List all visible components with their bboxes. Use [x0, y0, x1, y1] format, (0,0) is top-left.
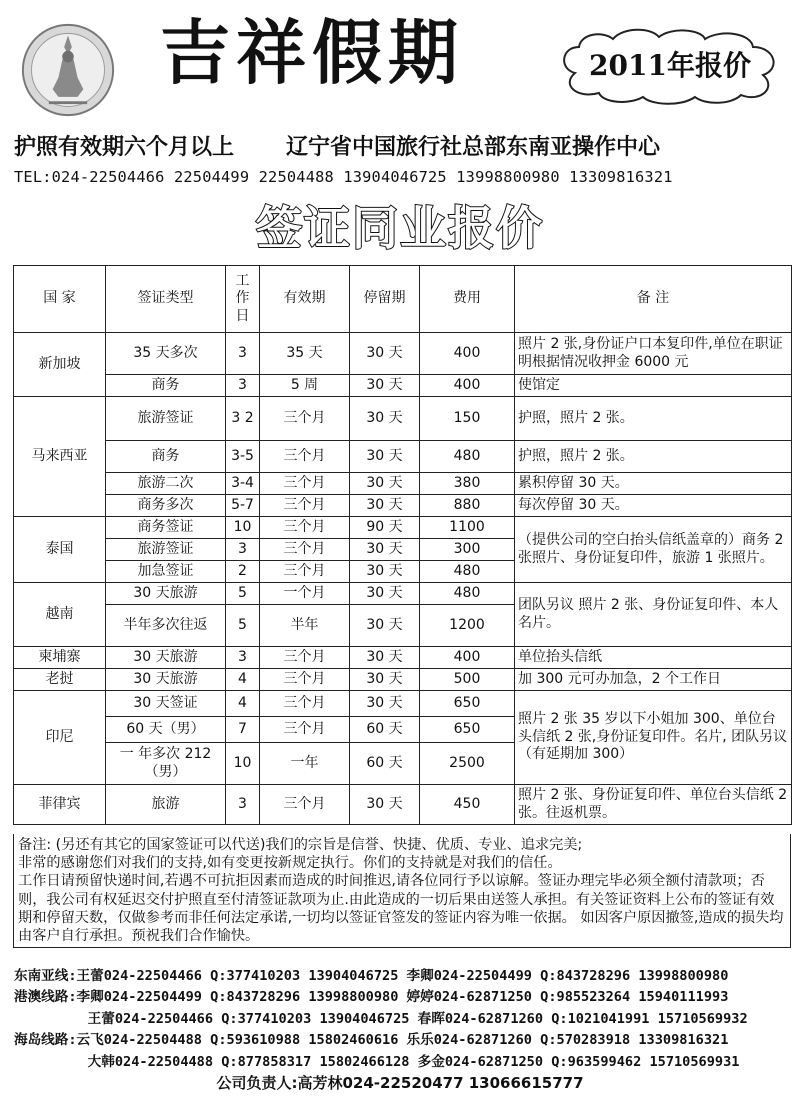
fee-cell: 450 [420, 785, 515, 825]
header-validity: 有效期 [260, 266, 350, 333]
validity-cell: 35 天 [260, 333, 350, 375]
remarks-cell: 护照，照片 2 张。 [515, 441, 792, 473]
contact-list [14, 966, 794, 1073]
stay-cell: 30 天 [350, 473, 420, 495]
visa-type-cell: 旅游签证 [106, 539, 226, 561]
table-row [14, 691, 792, 717]
header-country: 国 家 [14, 266, 106, 333]
workdays-cell: 10 [226, 743, 260, 785]
validity-cell: 三个月 [260, 441, 350, 473]
stay-cell: 30 天 [350, 785, 420, 825]
table-row [14, 495, 792, 517]
stay-cell: 60 天 [350, 743, 420, 785]
fee-cell: 400 [420, 647, 515, 669]
fee-cell: 500 [420, 669, 515, 691]
visa-type-cell: 商务签证 [106, 517, 226, 539]
visa-price-table [13, 265, 792, 825]
table-header-row [14, 266, 792, 333]
country-cell: 越南 [14, 583, 106, 647]
workdays-cell: 3 [226, 647, 260, 669]
contact-row-hk-macau: 港澳线路:李卿024-22504499 Q:843728296 13998800980 婷婷024-62871250 Q:985523264 15940111993 [14, 989, 729, 1006]
visa-type-cell: 加急签证 [106, 561, 226, 583]
workdays-cell: 3 [226, 333, 260, 375]
validity-cell: 三个月 [260, 539, 350, 561]
workdays-cell: 3-5 [226, 441, 260, 473]
year-price-label: 2011年报价 [589, 49, 751, 82]
visa-type-cell: 30 天旅游 [106, 583, 226, 605]
table-row [14, 473, 792, 495]
contact-row-island-2: 大韩024-22504488 Q:877858317 15802466128 多金024-62871250 Q:963599462 15710569931 [14, 1053, 740, 1070]
workdays-cell: 3-4 [226, 473, 260, 495]
validity-cell: 三个月 [260, 717, 350, 743]
buddha-emblem-icon [20, 22, 116, 118]
workdays-cell: 3 [226, 785, 260, 825]
workdays-cell: 2 [226, 561, 260, 583]
header-fee: 费用 [420, 266, 515, 333]
visa-type-cell: 30 天旅游 [106, 669, 226, 691]
validity-cell: 三个月 [260, 495, 350, 517]
stay-cell: 30 天 [350, 605, 420, 647]
header-stay: 停留期 [350, 266, 420, 333]
stay-cell: 30 天 [350, 539, 420, 561]
country-cell: 新加坡 [14, 333, 106, 397]
contact-row-southeast-asia: 东南亚线:王蕾024-22504466 Q:377410203 13904046725 李卿024-22504499 Q:843728296 13998800980 [14, 968, 729, 984]
remarks-cell: 累积停留 30 天。 [515, 473, 792, 495]
fee-cell: 880 [420, 495, 515, 517]
remarks-cell: 照片 2 张,身份证户口本复印件,单位在职证明根据情况收押金 6000 元 [515, 333, 792, 375]
fee-cell: 380 [420, 473, 515, 495]
terms-paragraph: 备注: (另还有其它的国家签证可以代送)我们的宗旨是信誉、快捷、优质、专业、追求完美; [18, 837, 583, 853]
fee-cell: 2500 [420, 743, 515, 785]
terms-paragraph: 非常的感谢您们对我们的支持,如有变更按新规定执行。你们的支持就是对我们的信任。 [18, 855, 562, 872]
workdays-cell: 4 [226, 669, 260, 691]
country-cell: 印尼 [14, 691, 106, 785]
fee-cell: 1100 [420, 517, 515, 539]
stay-cell: 30 天 [350, 669, 420, 691]
remarks-cell: 每次停留 30 天。 [515, 495, 792, 517]
table-row [14, 647, 792, 669]
country-cell: 马来西亚 [14, 397, 106, 517]
validity-cell: 三个月 [260, 785, 350, 825]
stay-cell: 30 天 [350, 397, 420, 441]
validity-cell: 三个月 [260, 517, 350, 539]
table-row [14, 441, 792, 473]
visa-type-cell: 商务多次 [106, 495, 226, 517]
fee-cell: 480 [420, 441, 515, 473]
validity-cell: 三个月 [260, 561, 350, 583]
visa-type-cell: 30 天签证 [106, 691, 226, 717]
fee-cell: 150 [420, 397, 515, 441]
validity-cell: 半年 [260, 605, 350, 647]
page-header [0, 0, 800, 255]
company-name: 辽宁省中国旅行社总部东南亚操作中心 [286, 134, 661, 160]
fee-cell: 650 [420, 717, 515, 743]
remarks-cell: 加 300 元可办加急，2 个工作日 [515, 669, 792, 691]
header-remarks: 备 注 [515, 266, 792, 333]
visa-type-cell: 旅游二次 [106, 473, 226, 495]
validity-cell: 三个月 [260, 473, 350, 495]
workdays-cell: 4 [226, 691, 260, 717]
visa-type-cell: 一 年多次 212（男） [106, 743, 226, 785]
validity-cell: 一个月 [260, 583, 350, 605]
visa-type-cell: 商务 [106, 441, 226, 473]
contact-row-island: 海岛线路:云飞024-22504488 Q:593610988 15802460616 乐乐024-62871260 Q:570283918 13309816321 [14, 1032, 729, 1049]
remarks-cell: 团队另议 照片 2 张、身份证复印件、本人名片。 [515, 583, 792, 647]
table-row [14, 669, 792, 691]
visa-type-cell: 旅游签证 [106, 397, 226, 441]
country-cell: 老挝 [14, 669, 106, 691]
fee-cell: 1200 [420, 605, 515, 647]
stay-cell: 30 天 [350, 561, 420, 583]
passport-validity-note: 护照有效期六个月以上 [14, 134, 235, 160]
fee-cell: 480 [420, 583, 515, 605]
fee-cell: 400 [420, 375, 515, 397]
fee-cell: 480 [420, 561, 515, 583]
validity-cell: 一年 [260, 743, 350, 785]
stay-cell: 30 天 [350, 647, 420, 669]
table-row [14, 397, 792, 441]
visa-type-cell: 商务 [106, 375, 226, 397]
remarks-cell: 照片 2 张 35 岁以下小姐加 300、单位台头信纸 2 张,身份证复印件。名片, 团队另议（有延期加 300） [515, 691, 792, 785]
header-workdays: 工作日 [226, 266, 260, 333]
remarks-cell: 单位抬头信纸 [515, 647, 792, 669]
stay-cell: 30 天 [350, 691, 420, 717]
visa-type-cell: 半年多次往返 [106, 605, 226, 647]
workdays-cell: 5 [226, 605, 260, 647]
table-row [14, 583, 792, 605]
telephone-line: TEL:024-22504466 22504499 22504488 13904046725 13998800980 13309816321 [14, 168, 673, 186]
info-line [14, 130, 660, 161]
workdays-cell: 3 [226, 375, 260, 397]
table-row [14, 375, 792, 397]
country-cell: 泰国 [14, 517, 106, 583]
table-row [14, 333, 792, 375]
validity-cell: 三个月 [260, 647, 350, 669]
stay-cell: 30 天 [350, 583, 420, 605]
visa-type-cell: 35 天多次 [106, 333, 226, 375]
stay-cell: 90 天 [350, 517, 420, 539]
remarks-cell: 使馆定 [515, 375, 792, 397]
remarks-cell: 照片 2 张、身份证复印件、单位台头信纸 2 张。往返机票。 [515, 785, 792, 825]
page-title: 吉祥假期 [160, 11, 464, 94]
fee-cell: 650 [420, 691, 515, 717]
fee-cell: 400 [420, 333, 515, 375]
remarks-cell: （提供公司的空白抬头信纸盖章的）商务 2 张照片、身份证复印件，旅游 1 张照片。 [515, 517, 792, 583]
table-row [14, 785, 792, 825]
workdays-cell: 7 [226, 717, 260, 743]
contact-row-hk-macau-2: 王蕾024-22504466 Q:377410203 13904046725 春晖024-62871260 Q:1021041991 15710569932 [14, 1010, 748, 1027]
stay-cell: 30 天 [350, 333, 420, 375]
stay-cell: 60 天 [350, 717, 420, 743]
validity-cell: 三个月 [260, 691, 350, 717]
workdays-cell: 10 [226, 517, 260, 539]
stay-cell: 30 天 [350, 495, 420, 517]
stay-cell: 30 天 [350, 441, 420, 473]
visa-type-cell: 旅游 [106, 785, 226, 825]
visa-type-cell: 60 天（男） [106, 717, 226, 743]
stay-cell: 30 天 [350, 375, 420, 397]
country-cell: 菲律宾 [14, 785, 106, 825]
validity-cell: 三个月 [260, 669, 350, 691]
workdays-cell: 5 [226, 583, 260, 605]
remarks-cell: 护照，照片 2 张。 [515, 397, 792, 441]
workdays-cell: 3 [226, 539, 260, 561]
validity-cell: 5 周 [260, 375, 350, 397]
table-row [14, 517, 792, 539]
workdays-cell: 5-7 [226, 495, 260, 517]
country-cell: 柬埔寨 [14, 647, 106, 669]
validity-cell: 三个月 [260, 397, 350, 441]
terms-note-box [13, 834, 791, 948]
company-manager-line: 公司负责人:高芳林024-22520477 13066615777 [216, 1074, 584, 1092]
section-subtitle: 签证同业报价 [256, 201, 544, 255]
fee-cell: 300 [420, 539, 515, 561]
workdays-cell: 3 2 [226, 397, 260, 441]
header-visa-type: 签证类型 [106, 266, 226, 333]
terms-paragraph: 工作日请预留快递时间,若遇不可抗拒因素而造成的时间推迟,请各位同行予以谅解。签证办理完毕必须全额付清款项；否则，我公司有权延迟交付护照直至付清签证款项为止.由此造成的一切后果由送签人承担。有关签证资料上公布的签证有效期和停留天数，仅做参考而非任何法定承诺,一切均以签证官签发的签证内容为唯一依据。 如因客户原因撤签,造成的损失均由客户自行承担。预祝我们合作愉快。 [18, 873, 784, 944]
visa-type-cell: 30 天旅游 [106, 647, 226, 669]
